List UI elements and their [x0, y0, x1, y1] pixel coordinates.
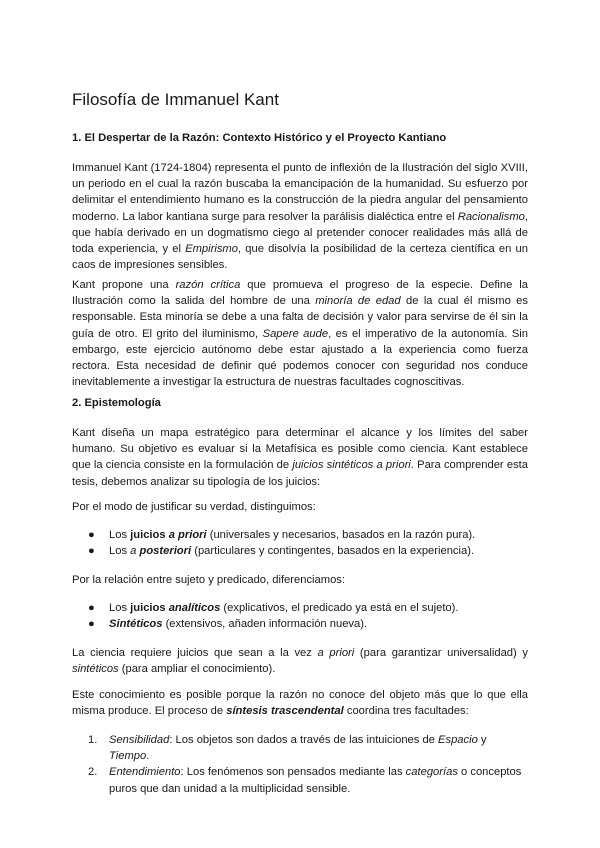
section-2-paragraph-3: Por la relación entre sujeto y predicado, diferenciamos:: [72, 574, 345, 586]
list-item: ● Sintéticos (extensivos, añaden información nueva).: [88, 618, 368, 631]
section-2-paragraph-2: Por el modo de justificar su verdad, distinguimos:: [72, 501, 316, 513]
section-1-paragraph-2: Kant propone una razón crítica que promueva el progreso de la especie. Define la Ilustración como la salida del hombre de una minoría de edad de la cual él mismo es responsable. Esta minoría se debe a una falta de decisión y valor para servirse de él sin la guía de otro. El grito del iluminismo, Sapere aude, es el imperativo de la autonomía. Sin embargo, este ejercicio autónomo debe estar ajustado a la experiencia como fuerza rectora. Esta necesidad de definir qué podemos conocer con seguridad nos conduce inevitablemente a investigar la estructura de nuestras facultades cognoscitivas.: [72, 279, 529, 389]
list-item: ● Los a posteriori (particulares y contingentes, basados en la experiencia).: [88, 545, 475, 558]
section-1-heading: 1. El Despertar de la Razón: Contexto Histórico y el Proyecto Kantiano: [72, 132, 447, 144]
list-item: 2. Entendimiento: Los fenómenos son pensados mediante las categorías o conceptos puros que dan unidad a la multiplicidad sensible.: [88, 766, 522, 795]
judgment-justification-list: [72, 527, 475, 559]
section-2-paragraph-1: Kant diseña un mapa estratégico para determinar el alcance y los límites del saber humano. Su objetivo es evaluar si la Metafísica es posible como ciencia. Kant establece que la ciencia consiste en la formulación de juicios sintéticos a priori. Para comprender esta tesis, debemos analizar su tipología de los juicios:: [72, 427, 529, 488]
section-2-paragraph-4: La ciencia requiere juicios que sean a la vez a priori (para garantizar universalidad) y sintéticos (para ampliar el conocimiento).: [72, 647, 528, 676]
section-2-paragraph-5: Este conocimiento es posible porque la razón no conoce del objeto más que lo que ella misma produce. El proceso de síntesis trascendental coordina tres facultades:: [72, 689, 528, 718]
list-item: ● Los juicios analíticos (explicativos, el predicado ya está en el sujeto).: [88, 602, 459, 614]
page-title: Filosofía de Immanuel Kant: [72, 90, 279, 109]
list-item: ● Los juicios a priori (universales y necesarios, basados en la razón pura).: [88, 529, 476, 541]
section-1-paragraph-1: Immanuel Kant (1724-1804) representa el punto de inflexión de la Ilustración del siglo XVIII, un periodo en el cual la razón buscaba la emancipación de la humanidad. Su esfuerzo por delimitar el entendimiento humano es la construcción de la piedra angular del pensamiento moderno. La labor kantiana surge para resolver la parálisis dialéctica entre el Racionalismo, que había derivado en un dogmatismo ciego al pretender conocer realidades más allá de toda experiencia, y el Empirismo, que disolvía la posibilidad de la certeza científica en un caos de impresiones sensibles.: [72, 162, 528, 272]
judgment-relation-list: [72, 600, 458, 632]
list-item: 1. Sensibilidad: Los objetos son dados a través de las intuiciones de Espacio y Tiempo.: [88, 734, 487, 763]
section-2-heading: 2. Epistemología: [72, 397, 161, 409]
faculties-list: [72, 732, 528, 797]
